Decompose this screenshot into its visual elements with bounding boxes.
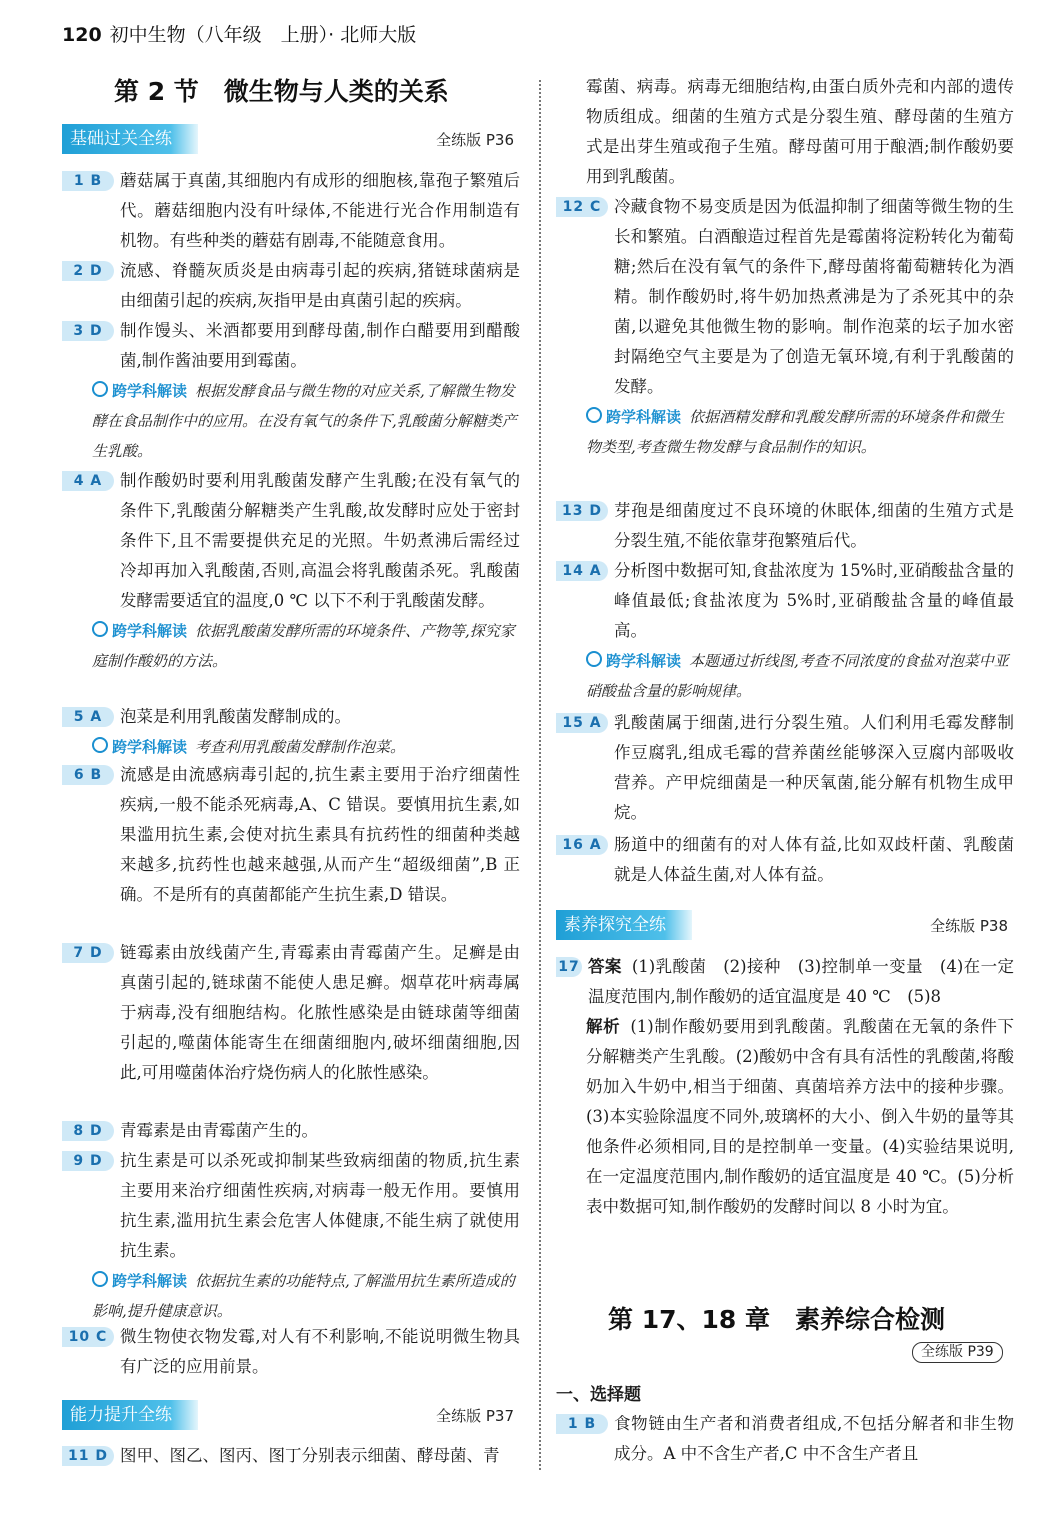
band-inquiry bbox=[556, 910, 1016, 940]
answer-text: 流感是由流感病毒引起的,抗生素主要用于治疗细菌性疾病,一般不能杀死病毒,A、C 错误。要慎用抗生素,如果滥用抗生素,会使对抗生素具有抗药性的细菌种类越来越多,抗药性也越来越强,从而产生“超级细菌”,B 正确。不是所有的真菌都能产生抗生素,D 错误。 bbox=[120, 765, 520, 904]
note-icon bbox=[586, 651, 602, 667]
answer-badge: 15 A bbox=[556, 713, 608, 733]
note-icon bbox=[92, 381, 108, 397]
column-divider bbox=[539, 80, 541, 1470]
answer-text: 芽孢是细菌度过不良环境的休眠体,细菌的生殖方式是分裂生殖,不能依靠芽孢繁殖后代。 bbox=[614, 501, 1014, 550]
note-icon bbox=[92, 737, 108, 753]
band-ability bbox=[62, 1400, 522, 1430]
cross-discipline-note bbox=[92, 1266, 520, 1326]
page-header bbox=[62, 20, 416, 47]
section-title: 第 2 节 微生物与人类的关系 bbox=[114, 77, 449, 106]
answer-item-11 bbox=[62, 1441, 520, 1471]
note-text: 依据抗生素的功能特点,了解滥用抗生素所造成的影响,提升健康意识。 bbox=[92, 1272, 515, 1320]
note-label: 跨学科解读 bbox=[112, 1272, 188, 1290]
answer-item-7 bbox=[62, 938, 520, 1088]
answer-item-15 bbox=[556, 708, 1014, 828]
answer-badge: 16 A bbox=[556, 835, 608, 855]
answer-label: 答案 bbox=[588, 957, 622, 976]
note-text: 依据乳酸菌发酵所需的环境条件、产物等,探究家庭制作酸奶的方法。 bbox=[92, 622, 515, 670]
note-label: 跨学科解读 bbox=[112, 382, 188, 400]
cross-discipline-note bbox=[92, 376, 520, 466]
answer-item-13 bbox=[556, 496, 1014, 556]
note-icon bbox=[586, 407, 602, 423]
answer-text: (1)乳酸菌 (2)接种 (3)控制单一变量 (4)在一定温度范围内,制作酸奶的适宜温度是 40 ℃ (5)8 bbox=[588, 957, 1014, 1006]
answer-text: 青霉素是由青霉菌产生的。 bbox=[120, 1121, 318, 1140]
band-inquiry-label: 素养探究全练 bbox=[556, 910, 692, 940]
chapter-ref: 全练版 P39 bbox=[912, 1342, 1003, 1363]
answer-badge: 9 D bbox=[62, 1151, 114, 1171]
answer-badge: 6 B bbox=[62, 765, 114, 785]
answer-text: 肠道中的细菌有的对人体有益,比如双歧杆菌、乳酸菌就是人体益生菌,对人体有益。 bbox=[614, 835, 1014, 884]
band-ability-label: 能力提升全练 bbox=[62, 1400, 198, 1430]
note-label: 跨学科解读 bbox=[606, 408, 682, 426]
note-label: 跨学科解读 bbox=[112, 622, 188, 640]
band-basic-label: 基础过关全练 bbox=[62, 124, 198, 154]
note-text: 本题通过折线图,考查不同浓度的食盐对泡菜中亚硝酸盐含量的影响规律。 bbox=[586, 652, 1009, 700]
note-text: 依据酒精发酵和乳酸发酵所需的环境条件和微生物类型,考查微生物发酵与食品制作的知识。 bbox=[586, 408, 1005, 456]
answer-item-3 bbox=[62, 316, 520, 466]
cross-discipline-note bbox=[586, 402, 1014, 462]
answer-text: 链霉素由放线菌产生,青霉素由青霉菌产生。足癣是由真菌引起的,链球菌不能使人患足癣。烟草花叶病毒属于病毒,没有细胞结构。化脓性感染是由链球菌等细菌引起的,噬菌体能寄生在细菌细胞内,破坏细菌细胞,因此,可用噬菌体治疗烧伤病人的化脓性感染。 bbox=[120, 943, 520, 1082]
answer-item-10 bbox=[62, 1322, 520, 1382]
answer-badge: 1 B bbox=[556, 1414, 608, 1434]
answer-text: 霉菌、病毒。病毒无细胞结构,由蛋白质外壳和内部的遗传物质组成。细菌的生殖方式是分裂生殖、酵母菌的生殖方式是出芽生殖或孢子生殖。酵母菌可用于酿酒;制作酸奶要用到乳酸菌。 bbox=[586, 77, 1014, 186]
answer-text: 制作酸奶时要利用乳酸菌发酵产生乳酸;在没有氧气的条件下,乳酸菌分解糖类产生乳酸,故发酵时应处于密封条件下,且不需要提供充足的光照。牛奶煮沸后需经过冷却再加入乳酸菌,否则,高温会将乳酸菌杀死。乳酸菌发酵需要适宜的温度,0 ℃ 以下不利于乳酸菌发酵。 bbox=[120, 471, 520, 610]
answer-item-1 bbox=[62, 166, 520, 256]
answer-text: 微生物使衣物发霉,对人有不利影响,不能说明微生物具有广泛的应用前景。 bbox=[120, 1327, 520, 1376]
band-basic-ref: 全练版 P36 bbox=[436, 131, 514, 149]
answer-item-9 bbox=[62, 1146, 520, 1326]
answer-badge: 13 D bbox=[556, 501, 608, 521]
answer-badge: 2 D bbox=[62, 261, 114, 281]
answer-text: 蘑菇属于真菌,其细胞内有成形的细胞核,靠孢子繁殖后代。蘑菇细胞内没有叶绿体,不能进行光合作用制造有机物。有些种类的蘑菇有剧毒,不能随意食用。 bbox=[120, 171, 520, 250]
answer-badge: 1 B bbox=[62, 171, 114, 191]
answer-badge: 12 C bbox=[556, 197, 608, 217]
note-icon bbox=[92, 621, 108, 637]
answer-badge: 3 D bbox=[62, 321, 114, 341]
answer-item-4 bbox=[62, 466, 520, 676]
answer-text: 冷藏食物不易变质是因为低温抑制了细菌等微生物的生长和繁殖。白酒酿造过程首先是霉菌将淀粉转化为葡萄糖;然后在没有氧气的条件下,酵母菌将葡萄糖转化为酒精。制作酸奶时,将牛奶加热煮沸是为了杀死其中的杂菌,以避免其他微生物的影响。制作泡菜的坛子加水密封隔绝空气主要是为了创造无氧环境,有利于乳酸菌的发酵。 bbox=[614, 197, 1014, 396]
subsection-title: 一、选择题 bbox=[556, 1385, 641, 1405]
answer-item-17 bbox=[556, 952, 1014, 1222]
cross-discipline-note bbox=[586, 646, 1014, 706]
answer-text: 制作馒头、米酒都要用到酵母菌,制作白醋要用到醋酸菌,制作酱油要用到霉菌。 bbox=[120, 321, 520, 370]
analysis-text: (1)制作酸奶要用到乳酸菌。乳酸菌在无氧的条件下分解糖类产生乳酸。(2)酸奶中含有具有活性的乳酸菌,将酸奶加入牛奶中,相当于细菌、真菌培养方法中的接种步骤。(3)本实验除温度不同外,玻璃杯的大小、倒入牛奶的量等其他条件必须相同,目的是控制单一变量。(4)实验结果说明,在一定温度范围内,制作酸奶的适宜温度是 40 ℃。(5)分析表中数据可知,制作酸奶的发酵时间以 8 小时为宜。 bbox=[586, 1017, 1015, 1216]
answer-item-16 bbox=[556, 830, 1014, 890]
note-label: 跨学科解读 bbox=[606, 652, 682, 670]
answer-badge: 7 D bbox=[62, 943, 114, 963]
answer-item-6 bbox=[62, 760, 520, 910]
answer-item-2 bbox=[62, 256, 520, 316]
answer-badge: 4 A bbox=[62, 471, 114, 491]
answer-text: 食物链由生产者和消费者组成,不包括分解者和非生物成分。A 中不含生产者,C 中不含生产者且 bbox=[614, 1414, 1014, 1463]
answer-badge: 14 A bbox=[556, 561, 608, 581]
band-inquiry-ref: 全练版 P38 bbox=[930, 917, 1008, 935]
answer-item-14 bbox=[556, 556, 1014, 706]
answer-text: 流感、脊髓灰质炎是由病毒引起的疾病,猪链球菌病是由细菌引起的疾病,灰指甲是由真菌引起的疾病。 bbox=[120, 261, 520, 310]
answer-text: 分析图中数据可知,食盐浓度为 15%时,亚硝酸盐含量的峰值最低;食盐浓度为 5%时,亚硝酸盐含量的峰值最高。 bbox=[614, 561, 1014, 640]
answer-badge: 10 C bbox=[62, 1327, 114, 1347]
note-text: 根据发酵食品与微生物的对应关系,了解微生物发酵在食品制作中的应用。在没有氧气的条件下,乳酸菌分解糖类产生乳酸。 bbox=[92, 382, 517, 460]
page-number: 120 bbox=[62, 24, 102, 46]
answer-badge: 8 D bbox=[62, 1121, 114, 1141]
band-ability-ref: 全练版 P37 bbox=[436, 1407, 514, 1425]
cross-discipline-note bbox=[92, 616, 520, 676]
note-label: 跨学科解读 bbox=[112, 738, 188, 756]
answer-badge: 5 A bbox=[62, 707, 114, 727]
answer-item-12 bbox=[556, 192, 1014, 462]
answer-badge: 11 D bbox=[62, 1446, 114, 1466]
answer-text: 抗生素是可以杀死或抑制某些致病细菌的物质,抗生素主要用来治疗细菌性疾病,对病毒一般无作用。要慎用抗生素,滥用抗生素会危害人体健康,不能生病了就使用抗生素。 bbox=[120, 1151, 520, 1260]
answer-item-11-continued bbox=[556, 72, 1014, 192]
answer-text: 乳酸菌属于细菌,进行分裂生殖。人们利用毛霉发酵制作豆腐乳,组成毛霉的营养菌丝能够深入豆腐内部吸收营养。产甲烷细菌是一种厌氧菌,能分解有机物生成甲烷。 bbox=[614, 713, 1014, 822]
note-text: 考查利用乳酸菌发酵制作泡菜。 bbox=[195, 738, 406, 756]
answer-badge: 17 bbox=[556, 957, 582, 977]
chapter-title: 第 17、18 章 素养综合检测 bbox=[608, 1305, 945, 1334]
test-item-1 bbox=[556, 1409, 1014, 1469]
answer-item-8 bbox=[62, 1116, 520, 1146]
analysis-label: 解析 bbox=[586, 1017, 621, 1036]
book-title: 初中生物（八年级 上册）· 北师大版 bbox=[109, 24, 417, 46]
note-icon bbox=[92, 1271, 108, 1287]
cross-discipline-note bbox=[92, 732, 520, 762]
answer-text: 泡菜是利用乳酸菌发酵制成的。 bbox=[120, 707, 351, 726]
answer-text: 图甲、图乙、图丙、图丁分别表示细菌、酵母菌、青 bbox=[120, 1446, 500, 1465]
band-basic bbox=[62, 124, 522, 154]
answer-item-5 bbox=[62, 702, 520, 762]
